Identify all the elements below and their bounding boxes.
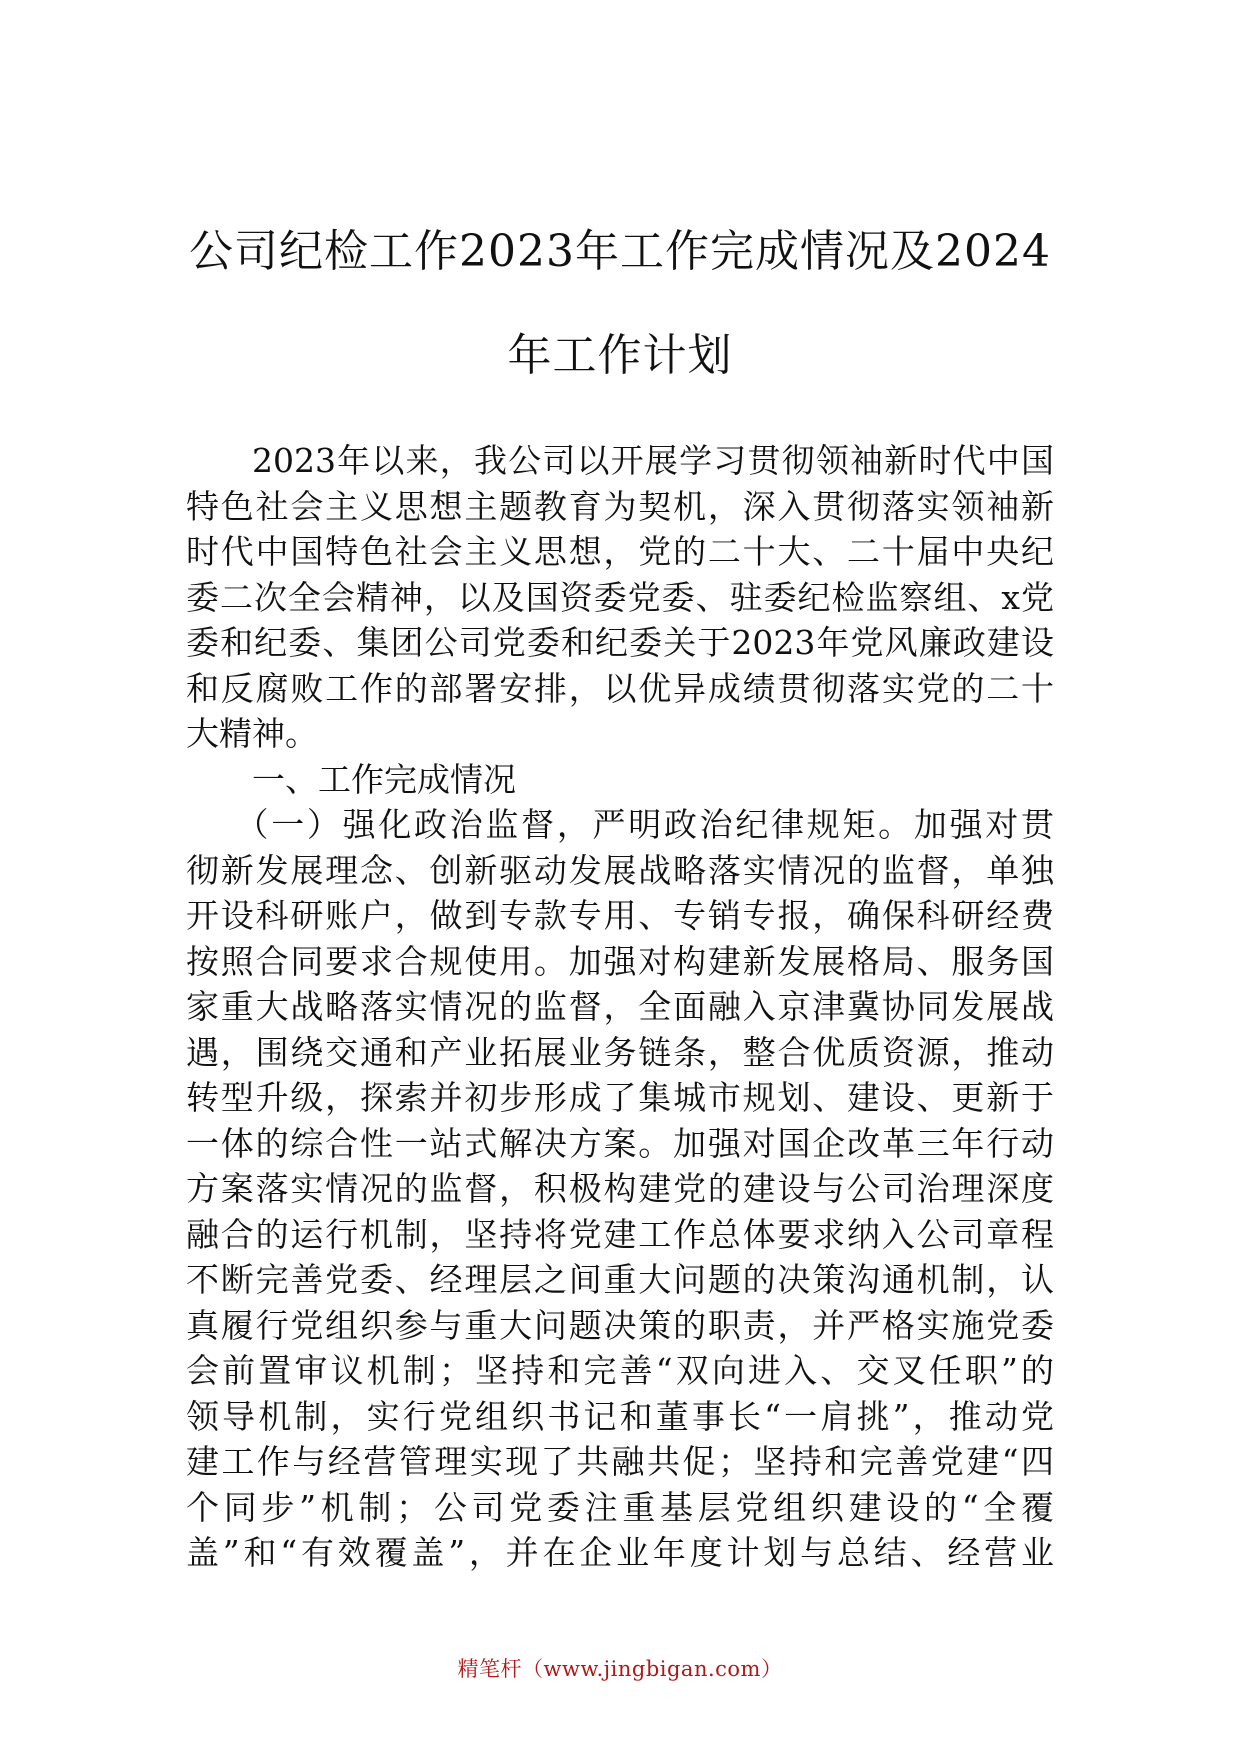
body-line: 按照合同要求合规使用。加强对构建新发展格局、服务国	[186, 941, 1054, 981]
body-line: 方案落实情况的监督，积极构建党的建设与公司治理深度	[186, 1169, 1054, 1208]
body-line: 盖”和“有效覆盖”，并在企业年度计划与总结、经营业	[186, 1533, 1054, 1572]
body-line: 时代中国特色社会主义思想，党的二十大、二十届中央纪	[186, 532, 1054, 571]
body-line: 开设科研账户，做到专款专用、专销专报，确保科研经费	[186, 896, 1054, 935]
body-line: 遇，围绕交通和产业拓展业务链条，整合优质资源，推动	[186, 1032, 1054, 1072]
body-line: 大精神。	[186, 714, 318, 753]
body-line: 真履行党组织参与重大问题决策的职责，并严格实施党委	[186, 1305, 1054, 1345]
body-line: 不断完善党委、经理层之间重大问题的决策沟通机制，认	[186, 1260, 1054, 1299]
body-line: （一）强化政治监督，严明政治纪律规矩。加强对贯	[235, 805, 1054, 844]
body-line: 转型升级，探索并初步形成了集城市规划、建设、更新于	[186, 1078, 1054, 1117]
body-line: 特色社会主义思想主题教育为契机，深入贯彻落实领袖新	[186, 486, 1054, 526]
body-line: 融合的运行机制，坚持将党建工作总体要求纳入公司章程	[186, 1214, 1054, 1254]
body-line: 委和纪委、集团公司党委和纪委关于2023年党风廉政建设	[186, 623, 1054, 662]
body-line: 个同步”机制；公司党委注重基层党组织建设的“全覆	[186, 1487, 1054, 1527]
footer-watermark: 精笔杆（www.jingbigan.com）	[457, 1657, 783, 1681]
document-body	[186, 438, 1054, 1576]
body-line: 会前置审议机制；坚持和完善“双向进入、交叉任职”的	[186, 1351, 1054, 1390]
body-line: 家重大战略落实情况的监督，全面融入京津冀协同发展战	[186, 987, 1054, 1026]
title-line: 年工作计划	[507, 330, 733, 381]
body-line: 和反腐败工作的部署安排，以优异成绩贯彻落实党的二十	[186, 668, 1054, 708]
body-line: 委二次全会精神，以及国资委党委、驻委纪检监察组、x党	[186, 577, 1054, 617]
body-line: 彻新发展理念、创新驱动发展战略落实情况的监督，单独	[186, 850, 1054, 890]
body-line: 领导机制，实行党组织书记和董事长“一肩挑”，推动党	[186, 1396, 1054, 1436]
body-line: 建工作与经营管理实现了共融共促；坚持和完善党建“四	[186, 1442, 1054, 1481]
document-title	[150, 200, 1090, 408]
title-line: 公司纪检工作2023年工作完成情况及2024	[189, 226, 1051, 277]
body-line: 2023年以来，我公司以开展学习贯彻领袖新时代中国	[252, 441, 1054, 480]
body-line: 一体的综合性一站式解决方案。加强对国企改革三年行动	[186, 1123, 1054, 1163]
section-heading: 一、工作完成情况	[252, 759, 516, 799]
